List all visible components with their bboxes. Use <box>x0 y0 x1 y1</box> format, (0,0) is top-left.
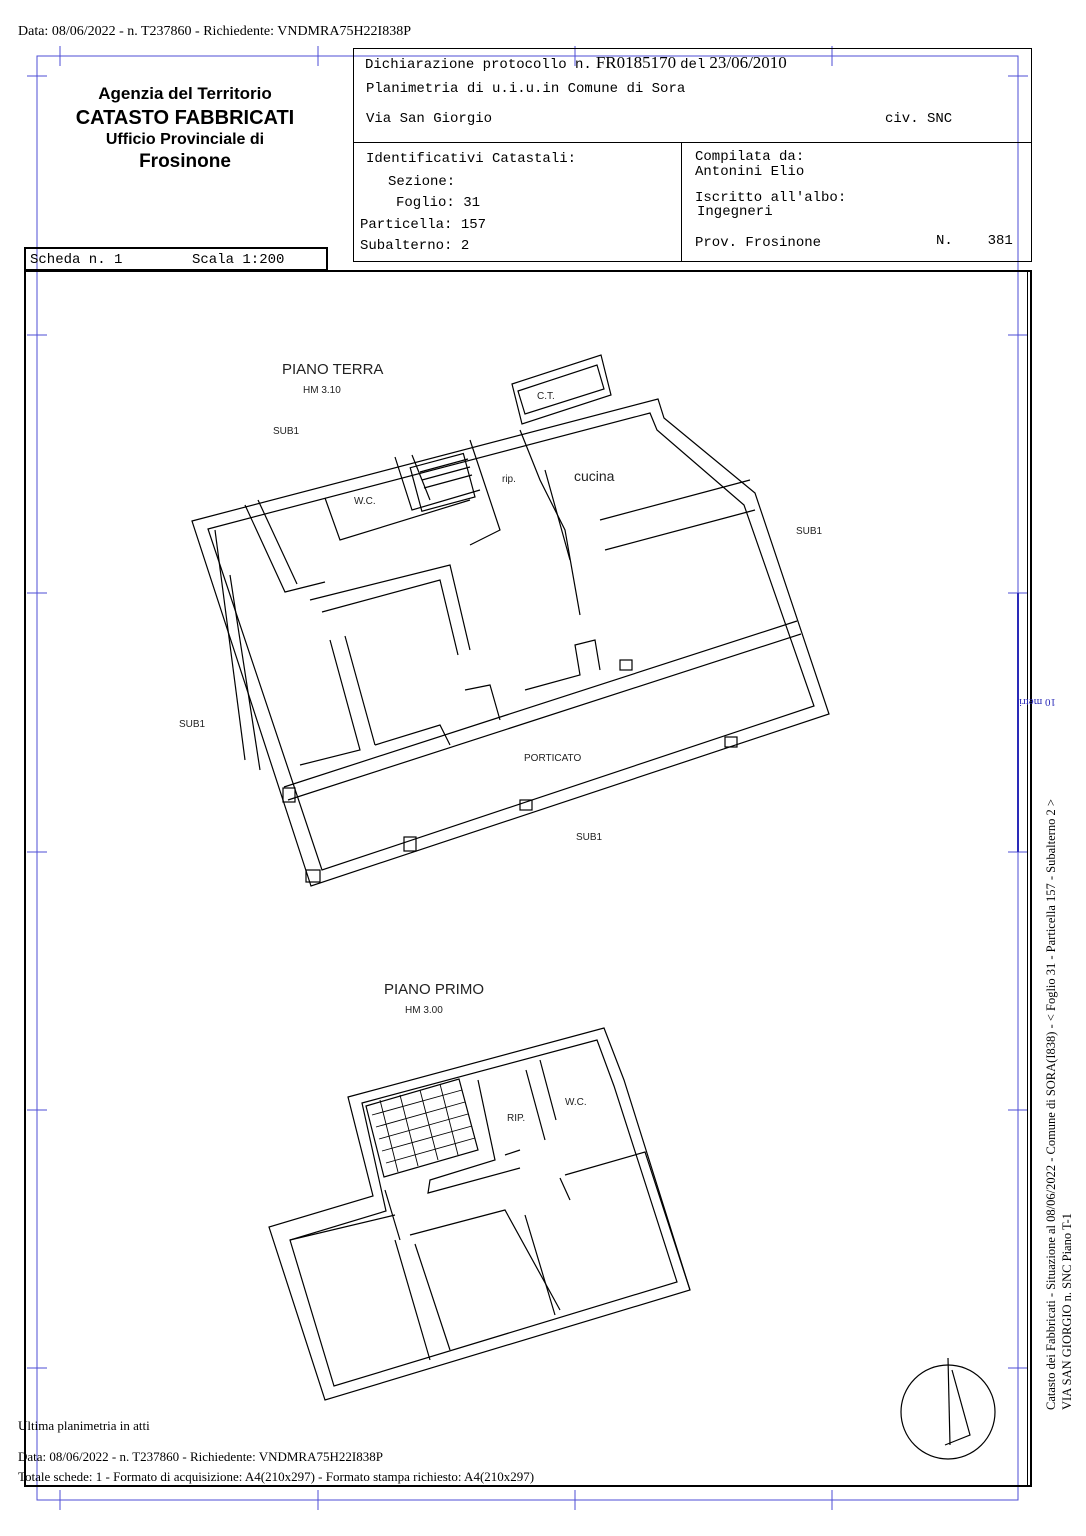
ufficio-label: Ufficio Provinciale di <box>105 131 265 148</box>
subalterno-label: Subalterno: <box>360 238 453 254</box>
civic-number: civ. SNC <box>885 111 953 127</box>
albo-label: Iscritto all'albo: <box>695 190 847 206</box>
identifiers-title: Identificativi Catastali: <box>366 151 577 167</box>
side-caption-line2: VIA SAN GIORGIO n. SNC Piano T-1 <box>1060 1213 1074 1410</box>
room-label-cucina: cucina <box>574 468 615 484</box>
albo-value: Ingegneri <box>697 204 773 220</box>
particella-label: Particella: <box>360 217 453 233</box>
particella-value: 157 <box>460 217 487 233</box>
room-label-sub1-top: SUB1 <box>273 426 300 437</box>
protocol-date: 23/06/2010 <box>709 53 787 72</box>
provincia-label: Prov. Frosinone <box>695 235 822 251</box>
piano-terra-height: HM 3.10 <box>303 385 341 396</box>
catasto-title: CATASTO FABBRICATI <box>75 107 295 129</box>
compilata-label: Compilata da: <box>695 149 805 165</box>
side-caption-line1: Catasto dei Fabbricati - Situazione al 08/06/2022 - Comune di SORA(I838) - < Foglio 31 - Particella 157 - Subalterno 2 > <box>1044 799 1058 1410</box>
room-label-porticato: PORTICATO <box>524 753 582 764</box>
scale-label: Scala 1:200 <box>192 252 285 268</box>
scale-bar-label: 10 metri <box>1019 696 1056 708</box>
sezione-label: Sezione: <box>388 174 456 190</box>
room-label-sub1-right: SUB1 <box>796 526 823 537</box>
address-line: Via San Giorgio <box>366 111 493 127</box>
piano-terra-title: PIANO TERRA <box>282 361 384 378</box>
agency-name: Agenzia del Territorio <box>98 84 272 103</box>
compiler-name: Antonini Elio <box>695 164 805 180</box>
room-label-wc-terra: W.C. <box>354 496 376 507</box>
provincia-name: Frosinone <box>139 151 231 172</box>
room-label-sub1-bottom: SUB1 <box>576 832 603 843</box>
scheda-label: Scheda n. 1 <box>30 252 123 268</box>
declaration-prefix: Dichiarazione protocollo n. <box>365 57 592 73</box>
room-label-wc-primo: W.C. <box>565 1097 587 1108</box>
foglio-label: Foglio: <box>396 195 455 211</box>
room-label-rip: rip. <box>502 474 516 485</box>
room-label-rip-primo: RIP. <box>507 1113 526 1124</box>
foglio-value: 31 <box>463 195 481 211</box>
room-label-sub1-left: SUB1 <box>179 719 206 730</box>
subalterno-value: 2 <box>460 238 470 254</box>
top-request-line: Data: 08/06/2022 - n. T237860 - Richiedente: VNDMRA75H22I838P <box>18 24 412 39</box>
piano-primo-title: PIANO PRIMO <box>384 981 485 998</box>
room-label-ct: C.T. <box>537 391 555 402</box>
north-arrow-icon <box>901 1358 995 1459</box>
planimetria-line: Planimetria di u.i.u.in Comune di Sora <box>366 81 686 97</box>
protocol-number: FR0185170 <box>595 53 677 72</box>
registration-n-label: N. <box>936 233 953 249</box>
ultima-planimetria: Ultima planimetria in atti <box>18 1418 150 1433</box>
declaration-del: del <box>680 57 706 73</box>
side-caption <box>1043 799 1075 1410</box>
registration-number: 381 <box>987 233 1013 249</box>
footer-data-line: Data: 08/06/2022 - n. T237860 - Richiedente: VNDMRA75H22I838P <box>18 1449 383 1464</box>
piano-primo-height: HM 3.00 <box>405 1005 443 1016</box>
footer-totale-line: Totale schede: 1 - Formato di acquisizione: A4(210x297) - Formato stampa richiesto: A4(210x297) <box>18 1469 535 1484</box>
